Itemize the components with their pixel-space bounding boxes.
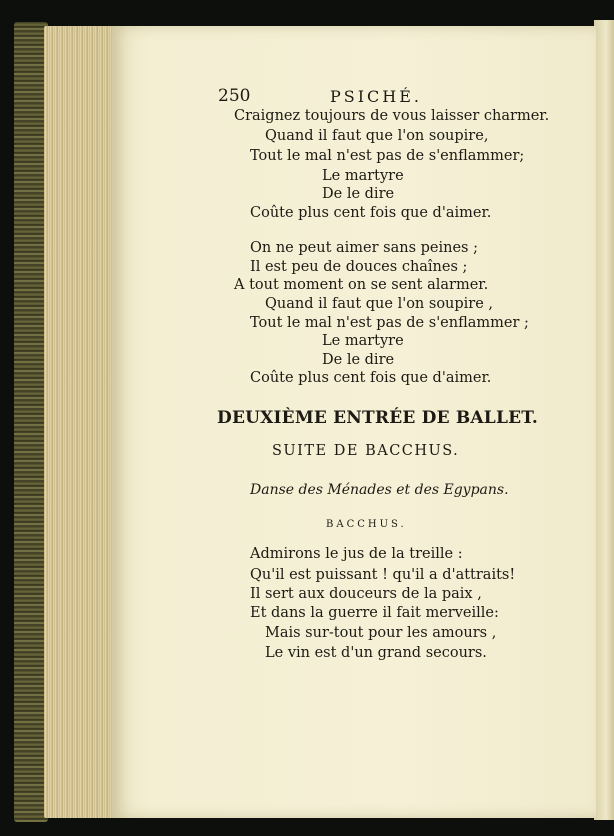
verse-line: Il est peu de douces chaînes ; (250, 259, 468, 275)
verse-line: Coûte plus cent fois que d'aimer. (250, 205, 492, 221)
verse-line: Et dans la guerre il fait merveille: (250, 605, 499, 621)
verse-line: Le martyre (322, 333, 404, 349)
verse-line: Tout le mal n'est pas de s'enflammer ; (250, 315, 529, 331)
facing-page-edge (594, 20, 614, 820)
verse-line: De le dire (322, 186, 395, 202)
verse-line: De le dire (322, 352, 395, 368)
verse-line: Tout le mal n'est pas de s'enflammer; (250, 148, 525, 164)
verse-line: Il sert aux douceurs de la paix , (250, 586, 482, 602)
verse-line: Quand il faut que l'on soupire , (265, 296, 494, 312)
section-title: DEUXIÈME ENTRÉE DE BALLET. (217, 408, 539, 428)
verse-line: Qu'il est puissant ! qu'il a d'attraits! (250, 567, 516, 583)
verse-line: A tout moment on se sent alarmer. (234, 277, 489, 293)
verse-line: Le vin est d'un grand secours. (265, 645, 487, 661)
running-title: PSICHÉ. (330, 87, 423, 106)
verse-line: Le martyre (322, 168, 404, 184)
verse-line: Quand il faut que l'on soupire, (265, 128, 489, 144)
verse-line: Mais sur-tout pour les amours , (265, 625, 497, 641)
verse-line: Coûte plus cent fois que d'aimer. (250, 370, 492, 386)
verse-line: Admirons le jus de la treille : (250, 546, 463, 562)
dance-direction: Danse des Ménades et des Egypans. (250, 482, 509, 498)
verse-line: Craignez toujours de vous laisser charmer. (234, 108, 550, 124)
speaker-name: BACCHUS. (326, 519, 407, 530)
book-spine (14, 22, 48, 822)
verse-line: On ne peut aimer sans peines ; (250, 240, 478, 256)
page-number: 250 (218, 86, 251, 106)
page-edges (44, 26, 120, 818)
section-subtitle: SUITE DE BACCHUS. (272, 443, 460, 459)
